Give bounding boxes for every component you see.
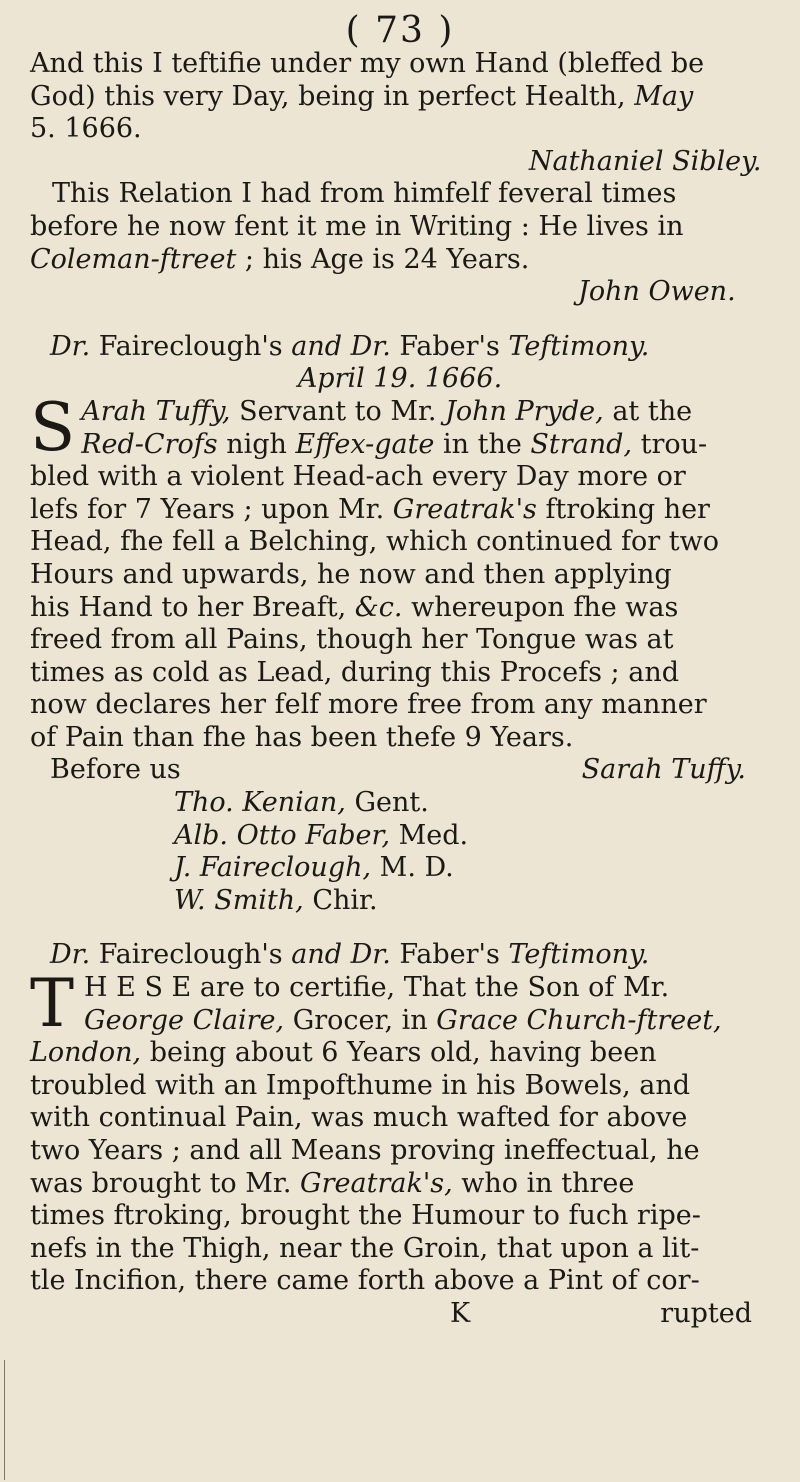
signature-and-catchword — [30, 1298, 770, 1331]
text-span: Arah Tuffy, — [81, 395, 231, 427]
text-span: Faireclough's — [98, 939, 283, 971]
text-span: lefs for 7 Years ; upon Mr. — [30, 493, 385, 525]
text-span: Alb. Otto Faber, — [174, 819, 391, 851]
text-span: ; his Age is 24 Years. — [244, 243, 530, 275]
witness-kenian — [30, 787, 770, 820]
text-span: Faber's — [399, 939, 500, 971]
testimony-claire-son — [30, 965, 770, 1331]
text-span: Servant to Mr. — [239, 395, 437, 427]
text-span: Chir. — [312, 884, 378, 916]
text-span: May — [634, 80, 694, 112]
text-span: Coleman-ftreet — [30, 243, 237, 275]
text-line: freed from all Pains, though her Tongue was at — [30, 624, 674, 656]
signature-nathaniel-sibley — [30, 146, 770, 179]
text-span: &c. — [354, 591, 403, 623]
text-line — [30, 1168, 770, 1201]
text-span: J. Faireclough, — [174, 852, 372, 884]
text-span: was brought to Mr. — [30, 1167, 292, 1199]
text-line: 5. 1666. — [30, 113, 142, 145]
page-number: ( 73 ) — [345, 10, 455, 51]
text-span: Greatrak's — [392, 493, 537, 525]
witness-faber — [30, 820, 770, 853]
text-span: Dr. — [350, 939, 391, 971]
text-span: whereupon fhe was — [411, 591, 679, 623]
signature-john-owen — [30, 276, 770, 309]
text-line: times as cold as Lead, during this Procefs ; and — [30, 656, 680, 688]
text-span: Dr. — [50, 330, 91, 362]
text-line — [30, 396, 770, 429]
text-line — [30, 81, 770, 114]
text-line — [30, 1005, 770, 1038]
text-span: ftroking her — [545, 493, 710, 525]
drop-cap: T — [30, 965, 75, 1043]
text-span: London, — [30, 1037, 142, 1069]
text-span: nigh — [226, 428, 287, 460]
text-line — [30, 429, 770, 462]
text-line: nefs in the Thigh, near the Groin, that upon a lit- — [30, 1232, 700, 1264]
text-span: Strand, — [530, 428, 633, 460]
text-span: in the — [443, 428, 522, 460]
text-span: Teftimony. — [508, 330, 650, 362]
text-span: Effex-gate — [295, 428, 435, 460]
text-line: Hours and upwards, he now and then applying — [30, 558, 672, 590]
text-span: Dr. — [50, 939, 91, 971]
text-line — [30, 494, 770, 527]
text-line: bled with a violent Head-ach every Day more or — [30, 461, 686, 493]
text-span: God) this very Day, being in perfect Health, — [30, 80, 626, 112]
text-span: Greatrak's, — [300, 1167, 453, 1199]
testimony-sarah-tuffy — [30, 388, 770, 918]
spacer — [30, 917, 770, 939]
text-span: Nathaniel Sibley. — [528, 145, 762, 177]
page-edge-line — [4, 1360, 5, 1480]
text-line: with continual Pain, was much wafted for above — [30, 1102, 688, 1134]
page-body — [30, 48, 770, 1331]
section-date — [30, 363, 770, 396]
text-span: Faireclough's — [98, 330, 283, 362]
text-span: Faber's — [399, 330, 500, 362]
text-span: Before us — [50, 754, 181, 786]
text-span: Grocer, in — [292, 1004, 428, 1036]
text-span: Dr. — [350, 330, 391, 362]
section-title — [30, 331, 770, 364]
text-span: who in three — [461, 1167, 635, 1199]
text-span: M. D. — [379, 852, 454, 884]
text-line: two Years ; and all Means proving ineffectual, he — [30, 1135, 700, 1166]
text-span: April 19. 1666. — [297, 363, 503, 395]
text-line: before he now fent it me in Writing : He lives in — [30, 210, 684, 242]
text-line: Head, fhe fell a Belching, which continued for two — [30, 526, 720, 558]
attestation-line — [30, 754, 770, 787]
text-span: Med. — [398, 819, 469, 851]
witness-smith — [30, 885, 770, 918]
catchword: rupted — [660, 1297, 752, 1329]
text-span: being about 6 Years old, having been — [149, 1037, 657, 1069]
text-line: times ftroking, brought the Humour to fuch ripe- — [30, 1200, 701, 1232]
spacer — [30, 309, 770, 331]
section-title — [30, 939, 770, 972]
text-line — [30, 592, 770, 625]
text-span: George Claire, — [84, 1004, 285, 1036]
text-span: and — [291, 330, 343, 362]
text-line: now declares her felf more free from any manner — [30, 689, 707, 721]
witness-faireclough — [30, 852, 770, 885]
text-span: Grace Church-ftreet, — [436, 1004, 722, 1036]
text-span: W. Smith, — [174, 884, 304, 916]
text-span: at the — [612, 395, 693, 427]
text-line — [30, 244, 770, 277]
text-line: tle Incifion, there came forth above a Pint of cor- — [30, 1265, 700, 1297]
drop-cap: S — [30, 388, 76, 466]
signature-mark: K — [450, 1297, 471, 1329]
text-span: his Hand to her Breaft, — [30, 591, 347, 623]
text-span: Sarah Tuffy. — [581, 754, 746, 786]
text-span: John Pryde, — [445, 395, 604, 427]
text-span: and — [291, 939, 343, 971]
text-span: Red-Crofs — [81, 428, 218, 460]
text-line: of Pain than fhe has been thefe 9 Years. — [30, 721, 574, 753]
text-line — [30, 1037, 770, 1070]
text-span: John Owen. — [578, 276, 736, 308]
text-span: Teftimony. — [508, 939, 650, 971]
text-span: trou- — [640, 428, 708, 460]
text-line: And this I teftifie under my own Hand (bleffed be — [30, 48, 705, 79]
text-span: Tho. Kenian, — [174, 787, 346, 819]
text-line: H E S E are to certifie, That the Son of Mr. — [84, 972, 670, 1004]
text-line: This Relation I had from himfelf feveral times — [52, 178, 677, 210]
text-span: Gent. — [354, 787, 429, 819]
text-line: troubled with an Impofthume in his Bowels, and — [30, 1069, 691, 1101]
